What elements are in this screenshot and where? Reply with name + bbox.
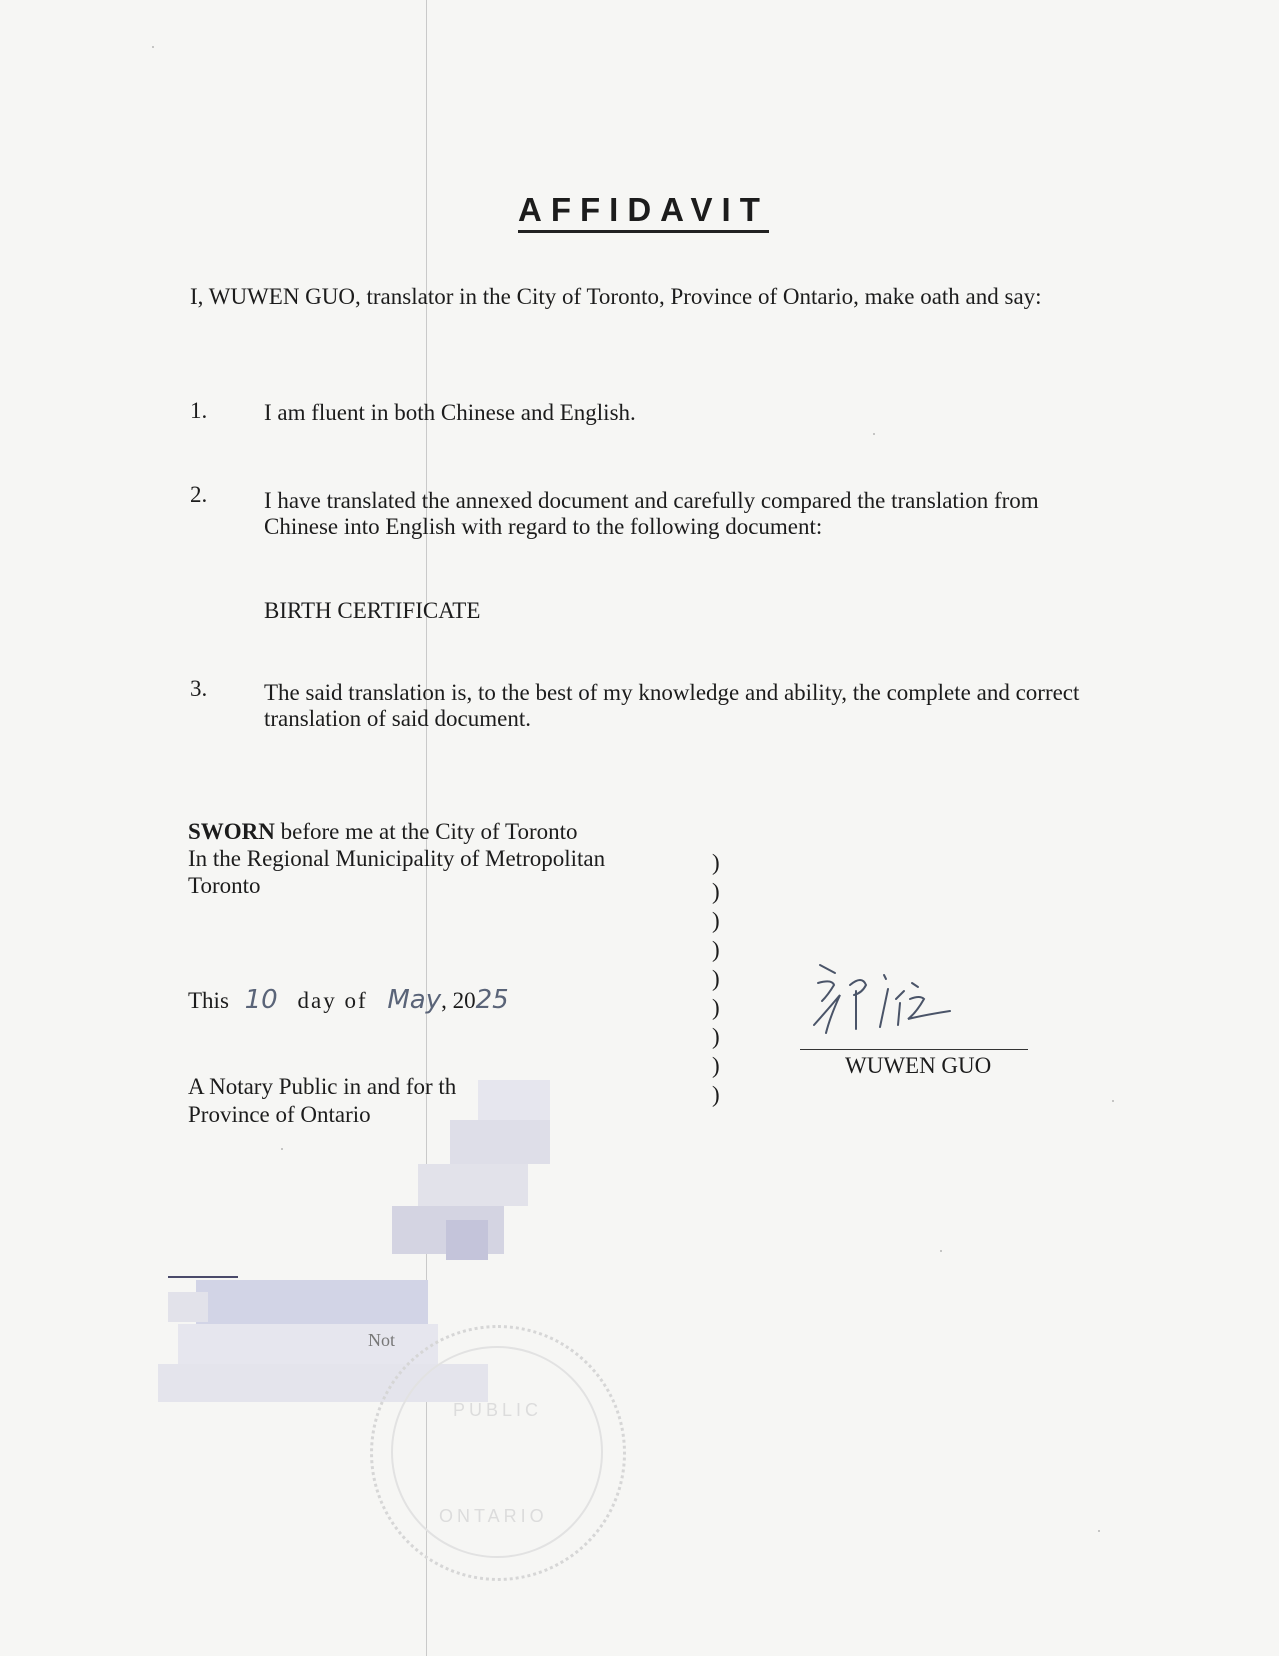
- handwritten-day: 10: [244, 985, 278, 1015]
- sworn-lead: SWORN: [188, 819, 275, 844]
- intro-paragraph: I, WUWEN GUO, translator in the City of Toronto, Province of Ontario, make oath and say:: [190, 284, 1042, 309]
- seal-text-bottom: ONTARIO: [439, 1506, 548, 1526]
- item-text: The said translation is, to the best of my knowledge and ability, the complete and correct translation of said document.: [264, 680, 1080, 731]
- sworn-line-3: Toronto: [188, 873, 261, 898]
- date-line: [188, 985, 509, 1015]
- parenthesis: ): [712, 937, 720, 962]
- item-number: 2.: [190, 482, 208, 507]
- document-name: BIRTH CERTIFICATE: [264, 598, 481, 623]
- item-text: I have translated the annexed document and carefully compared the translation from Chinese into English with regard to the following document:: [264, 488, 1039, 539]
- notary-seal: [370, 1325, 626, 1581]
- sworn-line-1: [188, 818, 668, 845]
- stamp-fragment: Not: [368, 1330, 395, 1350]
- handwritten-month: May: [387, 985, 442, 1015]
- sworn-rest: before me at the City of Toronto: [274, 819, 578, 844]
- item-number: 3.: [190, 676, 208, 701]
- notary-line-2: Province of Ontario: [188, 1102, 371, 1127]
- parenthesis: ): [712, 850, 720, 875]
- notary-line-1: A Notary Public in and for th: [188, 1074, 457, 1099]
- item-number: 1.: [190, 398, 208, 423]
- document-title: AFFIDAVIT: [518, 190, 769, 233]
- date-day-of: day of: [297, 988, 368, 1013]
- date-year-prefix: , 20: [441, 988, 476, 1013]
- parenthesis: ): [712, 1082, 720, 1107]
- sworn-block: [188, 818, 668, 899]
- item-text: I am fluent in both Chinese and English.: [264, 400, 636, 425]
- signature-line: [800, 1049, 1028, 1050]
- parenthesis: ): [712, 966, 720, 991]
- parenthesis: ): [712, 879, 720, 904]
- parenthesis-column: [712, 848, 720, 1109]
- date-this: This: [188, 988, 229, 1013]
- seal-text-top: PUBLIC: [453, 1400, 543, 1420]
- signatory-name: WUWEN GUO: [845, 1053, 992, 1078]
- parenthesis: ): [712, 908, 720, 933]
- sworn-line-2: In the Regional Municipality of Metropolitan: [188, 846, 606, 871]
- parenthesis: ): [712, 1053, 720, 1078]
- parenthesis: ): [712, 1024, 720, 1049]
- handwritten-year: 25: [475, 985, 509, 1015]
- signature-strokes: [800, 955, 1030, 1045]
- parenthesis: ): [712, 995, 720, 1020]
